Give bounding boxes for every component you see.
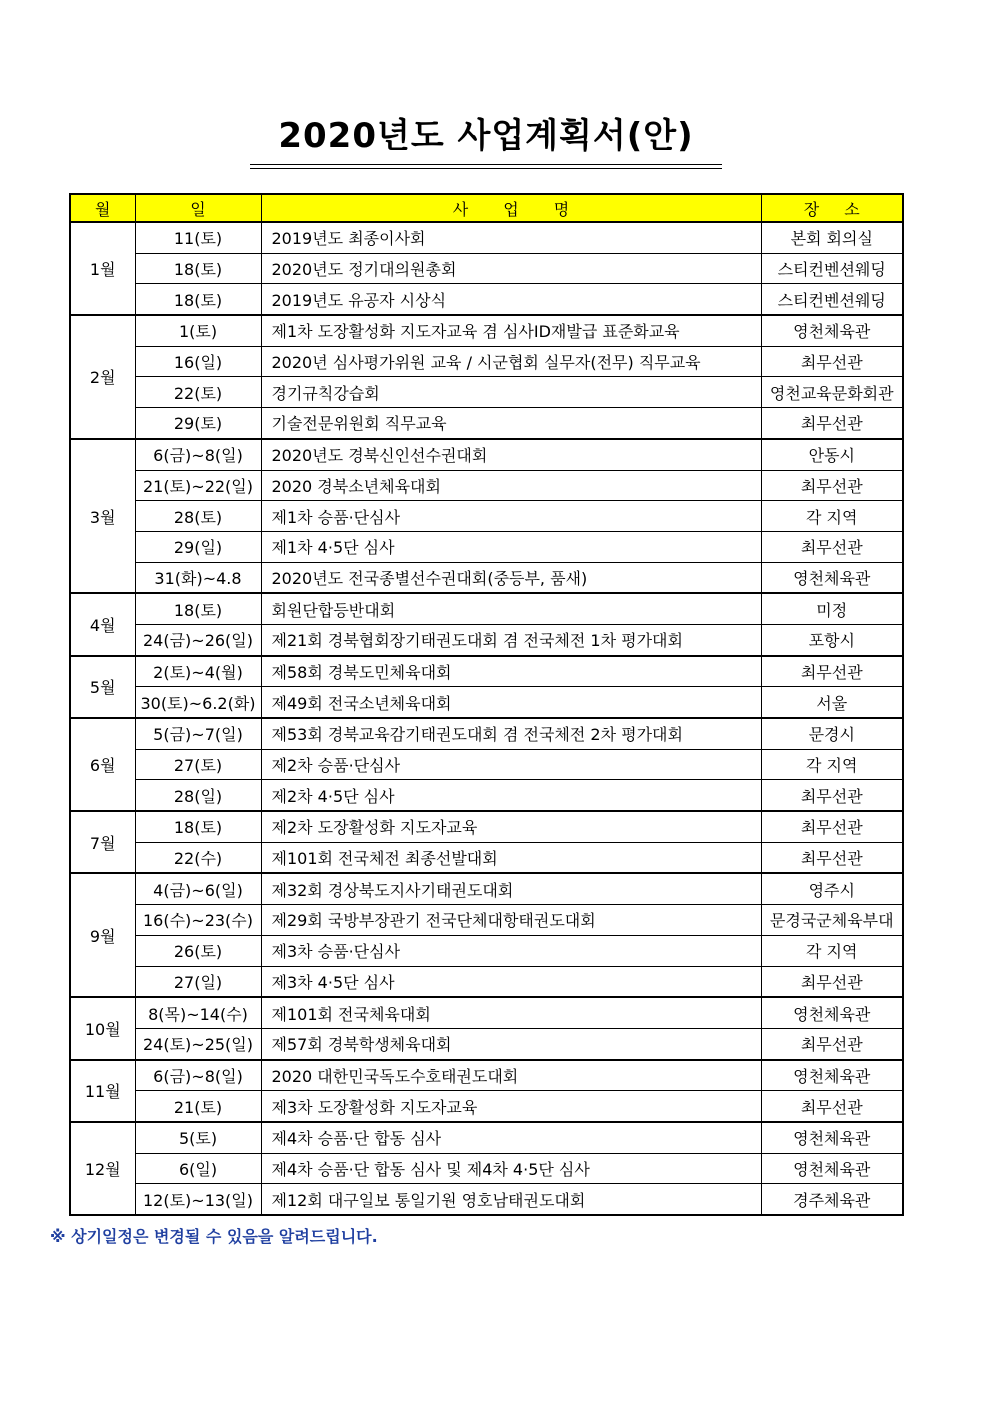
- table-row: [70, 315, 903, 346]
- day-cell: 16(일): [135, 346, 261, 377]
- event-cell: 제101회 전국체전 최종선발대회: [261, 842, 761, 873]
- place-cell: 영천교육문화회관: [761, 377, 903, 408]
- event-cell: 제49회 전국소년체육대회: [261, 687, 761, 718]
- table-row: [70, 346, 903, 377]
- table-row: [70, 656, 903, 687]
- place-cell: 영주시: [761, 873, 903, 904]
- title-underline-bottom: [250, 168, 722, 169]
- place-cell: 스티컨벤션웨딩: [761, 253, 903, 284]
- event-cell: 제2차 승품·단심사: [261, 749, 761, 780]
- place-cell: 경주체육관: [761, 1184, 903, 1215]
- event-cell: 2020 경북소년체육대회: [261, 470, 761, 501]
- month-cell: 12월: [70, 1122, 135, 1215]
- place-cell: 최무선관: [761, 842, 903, 873]
- table-row: [70, 1028, 903, 1059]
- table-row: [70, 470, 903, 501]
- month-cell: 7월: [70, 811, 135, 873]
- day-cell: 27(일): [135, 966, 261, 997]
- table-row: [70, 842, 903, 873]
- month-cell: 4월: [70, 593, 135, 655]
- day-cell: 5(금)~7(일): [135, 718, 261, 749]
- day-cell: 28(일): [135, 780, 261, 811]
- event-cell: 제3차 4·5단 심사: [261, 966, 761, 997]
- day-cell: 18(토): [135, 593, 261, 624]
- header-row: [70, 194, 903, 222]
- day-cell: 6(금)~8(일): [135, 439, 261, 470]
- schedule-note: ※ 상기일정은 변경될 수 있음을 알려드립니다.: [50, 1227, 378, 1246]
- place-cell: 문경시: [761, 718, 903, 749]
- day-cell: 8(목)~14(수): [135, 997, 261, 1028]
- event-cell: 제21회 경북협회장기태권도대회 겸 전국체전 1차 평가대회: [261, 624, 761, 655]
- table-row: [70, 531, 903, 562]
- place-cell: 각 지역: [761, 935, 903, 966]
- month-cell: 9월: [70, 873, 135, 997]
- event-cell: 제2차 도장활성화 지도자교육: [261, 811, 761, 842]
- place-cell: 서울: [761, 687, 903, 718]
- day-cell: 11(토): [135, 222, 261, 253]
- month-cell: 11월: [70, 1060, 135, 1122]
- place-cell: 각 지역: [761, 749, 903, 780]
- table-row: [70, 1184, 903, 1215]
- place-cell: 미정: [761, 593, 903, 624]
- day-cell: 24(금)~26(일): [135, 624, 261, 655]
- event-cell: 2020 대한민국독도수호태권도대회: [261, 1060, 761, 1091]
- event-cell: 2020년도 경북신인선수권대회: [261, 439, 761, 470]
- event-cell: 제53회 경북교육감기태권도대회 겸 전국체전 2차 평가대회: [261, 718, 761, 749]
- table-row: [70, 966, 903, 997]
- table-row: [70, 408, 903, 439]
- title-underline-top: [250, 164, 722, 165]
- day-cell: 12(토)~13(일): [135, 1184, 261, 1215]
- event-cell: 제4차 승품·단 합동 심사 및 제4차 4·5단 심사: [261, 1153, 761, 1184]
- place-cell: 영천체육관: [761, 562, 903, 593]
- table-row: [70, 284, 903, 315]
- table-row: [70, 222, 903, 253]
- table-row: [70, 624, 903, 655]
- table-row: [70, 253, 903, 284]
- place-cell: 최무선관: [761, 780, 903, 811]
- event-cell: 경기규칙강습회: [261, 377, 761, 408]
- event-cell: 제57회 경북학생체육대회: [261, 1028, 761, 1059]
- day-cell: 21(토)~22(일): [135, 470, 261, 501]
- month-cell: 2월: [70, 315, 135, 439]
- day-cell: 28(토): [135, 501, 261, 532]
- place-cell: 최무선관: [761, 656, 903, 687]
- place-cell: 최무선관: [761, 1091, 903, 1122]
- table-row: [70, 562, 903, 593]
- place-cell: 영천체육관: [761, 1122, 903, 1153]
- schedule-body: [70, 222, 903, 1215]
- event-cell: 2020년도 정기대의원총회: [261, 253, 761, 284]
- table-row: [70, 935, 903, 966]
- page-title: 2020년도 사업계획서(안): [278, 116, 694, 156]
- day-cell: 27(토): [135, 749, 261, 780]
- day-cell: 29(일): [135, 531, 261, 562]
- event-cell: 제29회 국방부장관기 전국단체대항태권도대회: [261, 905, 761, 936]
- table-row: [70, 1060, 903, 1091]
- day-cell: 22(수): [135, 842, 261, 873]
- day-cell: 16(수)~23(수): [135, 905, 261, 936]
- event-cell: 기술전문위원회 직무교육: [261, 408, 761, 439]
- schedule-table: [69, 193, 904, 1216]
- event-cell: 제1차 4·5단 심사: [261, 531, 761, 562]
- table-row: [70, 997, 903, 1028]
- table-row: [70, 873, 903, 904]
- event-cell: 제1차 도장활성화 지도자교육 겸 심사ID재발급 표준화교육: [261, 315, 761, 346]
- event-cell: 제12회 대구일보 통일기원 영호남태권도대회: [261, 1184, 761, 1215]
- place-cell: 최무선관: [761, 966, 903, 997]
- day-cell: 18(토): [135, 811, 261, 842]
- day-cell: 21(토): [135, 1091, 261, 1122]
- event-cell: 회원단합등반대회: [261, 593, 761, 624]
- day-cell: 26(토): [135, 935, 261, 966]
- place-cell: 최무선관: [761, 531, 903, 562]
- table-row: [70, 501, 903, 532]
- event-cell: 제101회 전국체육대회: [261, 997, 761, 1028]
- month-cell: 3월: [70, 439, 135, 593]
- place-cell: 최무선관: [761, 470, 903, 501]
- place-cell: 최무선관: [761, 1028, 903, 1059]
- day-cell: 1(토): [135, 315, 261, 346]
- place-cell: 최무선관: [761, 811, 903, 842]
- day-cell: 4(금)~6(일): [135, 873, 261, 904]
- event-cell: 제4차 승품·단 합동 심사: [261, 1122, 761, 1153]
- table-row: [70, 811, 903, 842]
- day-cell: 24(토)~25(일): [135, 1028, 261, 1059]
- day-cell: 29(토): [135, 408, 261, 439]
- header-month: 월: [70, 194, 135, 222]
- table-row: [70, 687, 903, 718]
- day-cell: 18(토): [135, 253, 261, 284]
- table-row: [70, 718, 903, 749]
- day-cell: 2(토)~4(월): [135, 656, 261, 687]
- table-row: [70, 593, 903, 624]
- table-row: [70, 1153, 903, 1184]
- month-cell: 10월: [70, 997, 135, 1059]
- header-day: 일: [135, 194, 261, 222]
- header-event: 사 업 명: [261, 194, 761, 222]
- day-cell: 6(일): [135, 1153, 261, 1184]
- day-cell: 22(토): [135, 377, 261, 408]
- place-cell: 안동시: [761, 439, 903, 470]
- event-cell: 제32회 경상북도지사기태권도대회: [261, 873, 761, 904]
- month-cell: 6월: [70, 718, 135, 811]
- event-cell: 제3차 승품·단심사: [261, 935, 761, 966]
- place-cell: 영천체육관: [761, 1060, 903, 1091]
- day-cell: 31(화)~4.8: [135, 562, 261, 593]
- place-cell: 본회 회의실: [761, 222, 903, 253]
- month-cell: 1월: [70, 222, 135, 315]
- table-row: [70, 780, 903, 811]
- table-row: [70, 905, 903, 936]
- event-cell: 2020년 심사평가위원 교육 / 시군협회 실무자(전무) 직무교육: [261, 346, 761, 377]
- event-cell: 2019년도 유공자 시상식: [261, 284, 761, 315]
- place-cell: 문경국군체육부대: [761, 905, 903, 936]
- place-cell: 포항시: [761, 624, 903, 655]
- month-cell: 5월: [70, 656, 135, 718]
- event-cell: 2019년도 최종이사회: [261, 222, 761, 253]
- header-place: 장 소: [761, 194, 903, 222]
- place-cell: 최무선관: [761, 346, 903, 377]
- event-cell: 2020년도 전국종별선수권대회(중등부, 품새): [261, 562, 761, 593]
- event-cell: 제2차 4·5단 심사: [261, 780, 761, 811]
- day-cell: 30(토)~6.2(화): [135, 687, 261, 718]
- event-cell: 제1차 승품·단심사: [261, 501, 761, 532]
- day-cell: 6(금)~8(일): [135, 1060, 261, 1091]
- table-row: [70, 377, 903, 408]
- place-cell: 최무선관: [761, 408, 903, 439]
- event-cell: 제3차 도장활성화 지도자교육: [261, 1091, 761, 1122]
- place-cell: 영천체육관: [761, 1153, 903, 1184]
- place-cell: 영천체육관: [761, 997, 903, 1028]
- table-row: [70, 1122, 903, 1153]
- day-cell: 18(토): [135, 284, 261, 315]
- event-cell: 제58회 경북도민체육대회: [261, 656, 761, 687]
- place-cell: 스티컨벤션웨딩: [761, 284, 903, 315]
- table-row: [70, 1091, 903, 1122]
- place-cell: 영천체육관: [761, 315, 903, 346]
- table-row: [70, 749, 903, 780]
- table-row: [70, 439, 903, 470]
- place-cell: 각 지역: [761, 501, 903, 532]
- day-cell: 5(토): [135, 1122, 261, 1153]
